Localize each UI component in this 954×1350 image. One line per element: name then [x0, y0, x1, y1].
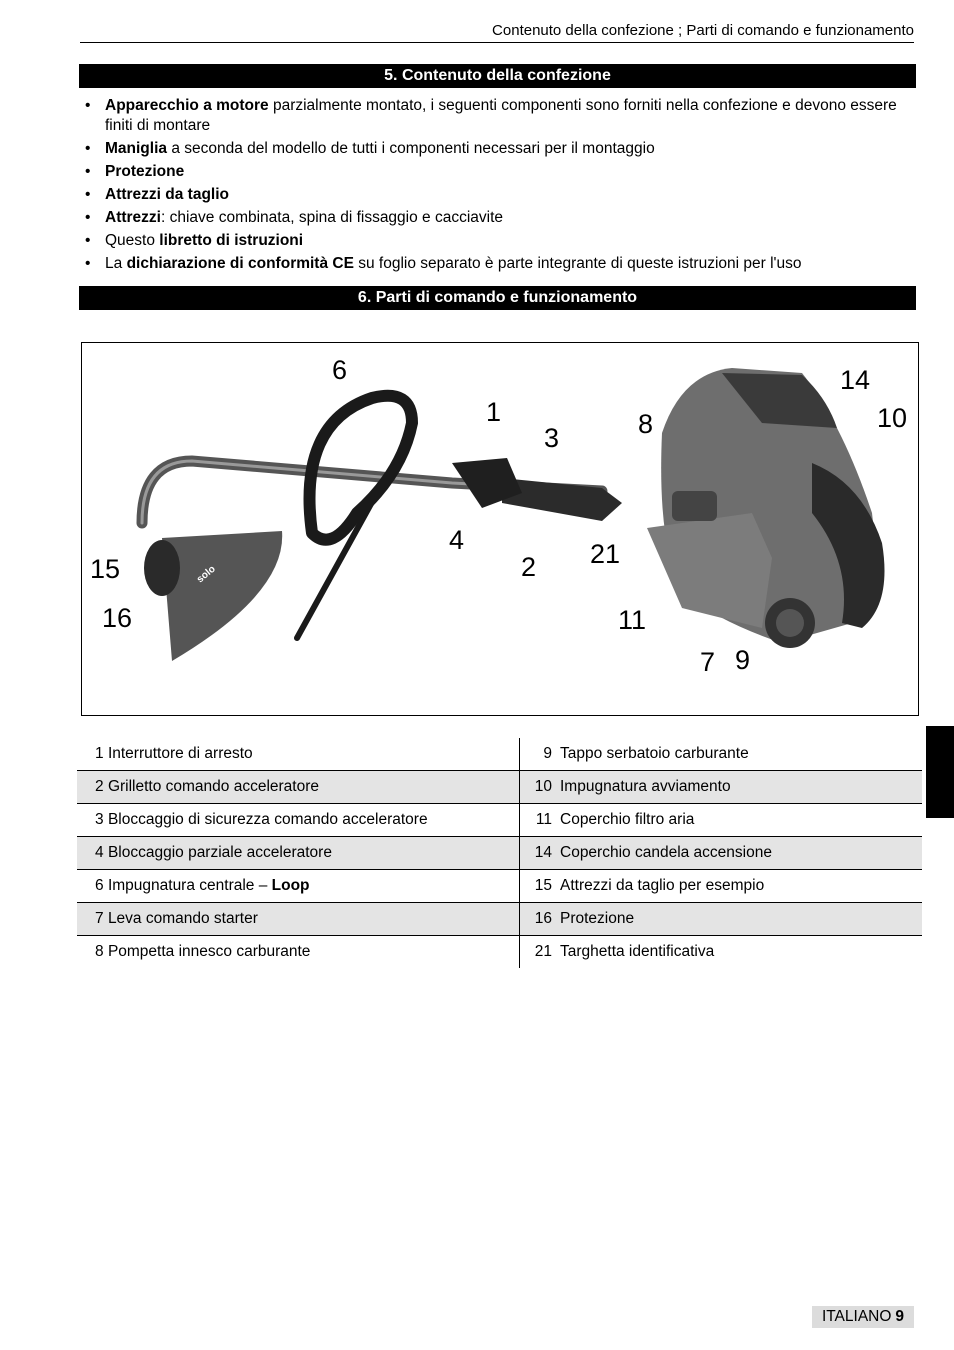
section-title-controls: 6. Parti di comando e funzionamento: [79, 286, 916, 310]
page-footer: [812, 1306, 914, 1328]
list-item: • Apparecchio a motore parzialmente montato, i seguenti componenti sono forniti nella confezione e devono essere finiti di montare: [85, 97, 897, 134]
parts-table: [77, 738, 922, 968]
table-cell: 9 Tappo serbatoio carburante: [543, 745, 749, 762]
table-cell: 3 Bloccaggio di sicurezza comando acceleratore: [77, 804, 520, 837]
table-cell: 21 Targhetta identificativa: [520, 936, 923, 969]
page-number: 9: [895, 1308, 905, 1325]
footer-language: ITALIANO: [821, 1308, 892, 1325]
callout-8: 8: [638, 409, 654, 439]
callout-6: 6: [332, 355, 348, 385]
table-cell: 6 Impugnatura centrale – Loop: [77, 870, 520, 903]
list-item: • Attrezzi da taglio: [85, 186, 230, 203]
callout-11: 11: [618, 605, 647, 635]
contents-list: [79, 96, 909, 277]
table-cell: 2 Grilletto comando acceleratore: [77, 771, 520, 804]
product-figure: [81, 342, 919, 716]
table-row: [77, 771, 922, 804]
callout-15: 15: [90, 554, 121, 584]
callout-7: 7: [700, 647, 716, 677]
table-cell: 15 Attrezzi da taglio per esempio: [520, 870, 923, 903]
list-item: • La dichiarazione di conformità CE su foglio separato è parte integrante di queste istruzioni per l'uso: [85, 255, 802, 272]
table-row: [77, 936, 922, 969]
callout-1: 1: [486, 397, 502, 427]
table-cell: 4 Bloccaggio parziale acceleratore: [77, 837, 520, 870]
table-row: [77, 738, 922, 771]
table-cell: 8 Pompetta innesco carburante: [77, 936, 520, 969]
table-cell: 16 Protezione: [520, 903, 923, 936]
list-item: • Maniglia a seconda del modello de tutti i componenti necessari per il montaggio: [85, 140, 655, 157]
callout-21: 21: [590, 539, 621, 569]
running-head: Contenuto della confezione ; Parti di comando e funzionamento: [80, 22, 914, 43]
callout-2: 2: [521, 552, 537, 582]
guard-brand-label: solo: [194, 563, 218, 586]
callout-10: 10: [877, 403, 908, 433]
table-row: [77, 903, 922, 936]
callout-3: 3: [544, 423, 560, 453]
section-title-contents: 5. Contenuto della confezione: [79, 64, 916, 88]
list-item: • Attrezzi: chiave combinata, spina di fissaggio e cacciavite: [85, 209, 504, 226]
callout-4: 4: [449, 525, 465, 555]
table-cell: 11 Coperchio filtro aria: [520, 804, 923, 837]
list-item: • Questo libretto di istruzioni: [85, 232, 304, 249]
list-item: • Protezione: [85, 163, 185, 180]
table-cell: 10 Impugnatura avviamento: [520, 771, 923, 804]
table-cell: 1 Interruttore di arresto: [77, 738, 520, 771]
table-row: [77, 870, 922, 903]
callout-16: 16: [102, 603, 133, 633]
callout-9: 9: [735, 645, 751, 675]
callout-14: 14: [840, 365, 871, 395]
language-thumb-tab: [926, 726, 954, 818]
table-cell: 14 Coperchio candela accensione: [520, 837, 923, 870]
table-cell: 7 Leva comando starter: [77, 903, 520, 936]
table-row: [77, 837, 922, 870]
table-row: [77, 804, 922, 837]
